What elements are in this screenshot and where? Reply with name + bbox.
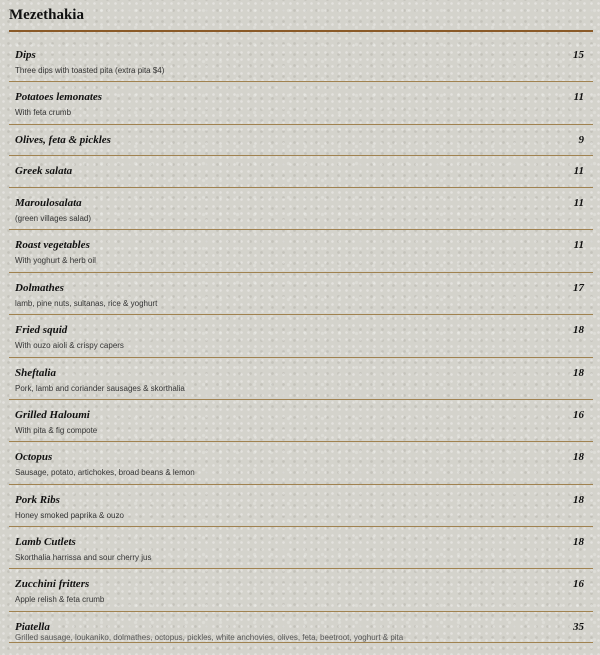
menu-item [9, 82, 593, 124]
item-name: Zucchini fritters [15, 578, 90, 591]
item-name: Maroulosalata [15, 196, 82, 209]
menu-item [9, 485, 593, 527]
item-description: Pork, lamb and coriander sausages & skorthalia [15, 383, 185, 393]
menu-item [9, 612, 593, 644]
section-title: Mezethakia [9, 7, 84, 23]
item-price: 18 [573, 451, 584, 464]
item-price: 11 [573, 239, 584, 252]
item-description: With feta crumb [15, 108, 72, 118]
item-description: With yoghurt & herb oil [15, 256, 96, 266]
menu-item [9, 156, 593, 188]
menu-list [0, 40, 600, 643]
item-price: 18 [573, 493, 584, 506]
item-price: 11 [573, 196, 584, 209]
item-name: Octopus [15, 451, 53, 464]
item-description: With ouzo aioli & crispy capers [15, 341, 124, 351]
item-name: Potatoes lemonates [15, 91, 103, 104]
item-description: Skorthalia harrissa and sour cherry jus [15, 553, 152, 563]
item-name: Grilled Haloumi [15, 408, 90, 421]
menu-item [9, 527, 593, 569]
header-divider [9, 30, 593, 32]
item-description: With pita & fig compote [15, 425, 98, 435]
item-price: 18 [573, 536, 584, 549]
item-name: Greek salata [15, 165, 73, 178]
item-price: 9 [578, 133, 584, 146]
item-description: Apple relish & feta crumb [15, 595, 105, 605]
item-price: 18 [573, 366, 584, 379]
menu-item [9, 315, 593, 357]
menu-item [9, 358, 593, 400]
item-description: Three dips with toasted pita (extra pita $4) [15, 66, 165, 75]
item-name: Dips [15, 49, 36, 61]
item-name: Sheftalia [15, 366, 56, 379]
menu-item [9, 569, 593, 611]
item-price: 18 [573, 324, 584, 337]
item-name: Lamb Cutlets [15, 536, 76, 549]
menu-item [9, 125, 593, 157]
item-price: 16 [573, 578, 584, 591]
item-price: 15 [573, 49, 584, 61]
item-price: 11 [573, 165, 584, 178]
item-description: Sausage, potato, artichokes, broad beans & lemon [15, 468, 195, 478]
item-price: 16 [573, 408, 584, 421]
item-name: Piatella [15, 620, 50, 633]
item-name: Roast vegetables [15, 239, 90, 252]
item-name: Olives, feta & pickles [15, 133, 111, 146]
item-name: Pork Ribs [15, 493, 60, 506]
menu-item [9, 230, 593, 272]
item-name: Dolmathes [15, 281, 64, 294]
item-name: Fried squid [15, 324, 68, 337]
menu-item [9, 40, 593, 82]
item-price: 11 [573, 91, 584, 104]
item-description: (green villages salad) [15, 213, 92, 223]
item-description: lamb, pine nuts, sultanas, rice & yoghurt [15, 298, 158, 308]
menu-item [9, 188, 593, 230]
menu-header [0, 0, 600, 33]
item-price: 35 [573, 620, 584, 633]
item-price: 17 [573, 281, 584, 294]
menu-item [9, 442, 593, 484]
item-description: Honey smoked paprika & ouzo [15, 510, 124, 520]
menu-item [9, 273, 593, 315]
item-description: Grilled sausage, loukaniko, dolmathes, octopus, pickles, white anchovies, olives, feta, beetroot, yoghurt & pita [15, 632, 404, 642]
menu-item [9, 400, 593, 442]
